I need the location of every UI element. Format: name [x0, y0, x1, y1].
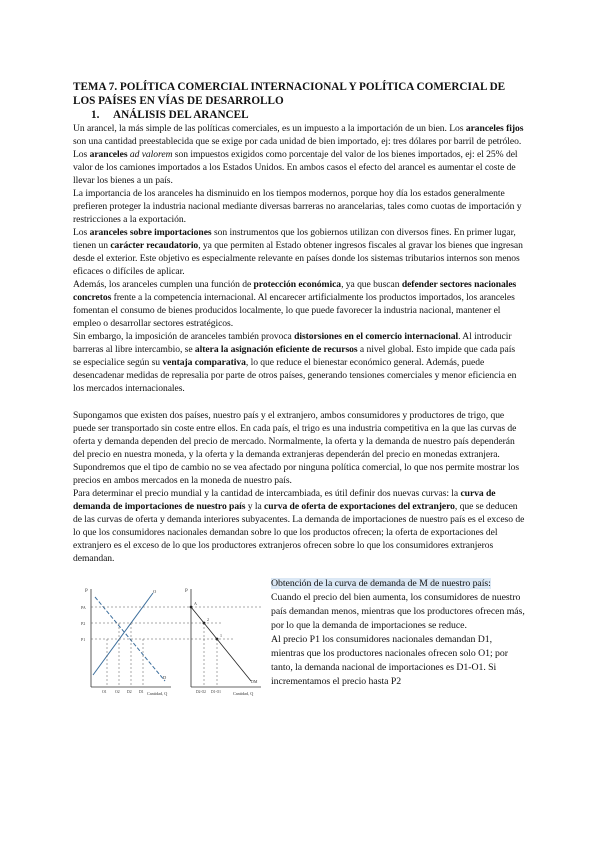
figure-explanation-heading: Obtención de la curva de demanda de M de nuestro país: [271, 578, 491, 589]
paragraph-curvas: Para determinar el precio mundial y la cantidad de intercambiada, es útil definir dos nuevas curvas: la curva de demanda de importaciones de nuestro país y la curva de oferta de exportaciones del extranjero, que se deducen de las curvas de oferta y demanda interiores subyacentes. La demanda de importaciones de nuestro país es el exceso de lo que los consumidores nacionales demandan sobre lo que los productos ofrecen; la oferta de exportaciones del extranjero es el exceso de lo que los productores extranjeros ofrecen sobre lo que los consumidores extranjeros demandan. [73, 488, 525, 564]
left-x-label: Cantidad, Q [147, 691, 168, 696]
supply-curve [93, 593, 153, 675]
import-demand-figure [73, 583, 263, 703]
paragraph-fines: Los aranceles sobre importaciones son instrumentos que los gobiernos utilizan con diversos fines. En primer lugar, tienen un carácter recaudatorio, ya que permiten al Estado obtener ingresos fiscales al gravar los bienes que ingresan desde el exterior. Este objetivo es especialmente relevante en países donde los sistemas tributarios internos son menos eficaces o difíciles de aplicar. [73, 227, 523, 277]
demand-curve [95, 597, 165, 681]
page-title: TEMA 7. POLÍTICA COMERCIAL INTERNACIONAL Y POLÍTICA COMERCIAL DE LOS PAÍSES EN VÍAS DE DESARROLLO [73, 81, 506, 107]
tick-d1-o1: D1-O1 [211, 690, 221, 694]
tick-o1: O1 [102, 690, 107, 694]
point-label-a: A [194, 601, 197, 606]
right-y-label: P [185, 589, 188, 594]
demand-label: D [163, 675, 167, 680]
section-number: 1. [91, 109, 100, 121]
point-a [190, 606, 193, 609]
section-heading [91, 108, 525, 122]
import-demand-curve [191, 607, 251, 681]
paragraph-arancel-definicion: Un arancel, la más simple de las políticas comerciales, es un impuesto a la importación de un bien. Los aranceles fijos son una cantidad preestablecida que se exige por cada unidad de bien importado, ej: tres dólares por barril de petróleo. Los aranceles ad valorem son impuestos exigidos como porcentaje del valor de los bienes importados, ej: el 25% del valor de los camiones importados a los Estados Unidos. En ambos casos el efecto del arancel es aumentar el coste de llevar los bienes a un país. [73, 123, 524, 186]
paragraph-gap [73, 395, 525, 409]
figure-explanation-p2: Al precio P1 los consumidores nacionales demandan D1, mientras que los productores nacionales ofrecen solo O1; por tanto, la demanda nacional de importaciones es D1-O1. Si incrementamos el precio hasta P2 [271, 634, 508, 687]
point-label-2: 2 [207, 617, 209, 622]
section-title: ANÁLISIS DEL ARANCEL [113, 109, 249, 121]
paragraph-distorsiones: Sin embargo, la imposición de aranceles también provoca distorsiones en el comercio internacional. Al introducir barreras al libre intercambio, se altera la asignación eficiente de recursos a nivel global. Esto impide que cada país se especialice según su ventaja comparativa, lo que reduce el bienestar económico general. Además, puede desencadenar medidas de represalia por parte de otros países, generando tensiones comerciales y menor eficiencia en los mercados internacionales. [73, 331, 517, 394]
paragraph-importancia: La importancia de los aranceles ha disminuido en los tiempos modernos, porque hoy día los estados generalmente prefieren proteger la industria nacional mediante diversas barreras no arancelarias, tales como cuotas de importación y restricciones a la exportación. [73, 188, 522, 225]
paragraph-proteccion: Además, los aranceles cumplen una función de protección económica, ya que buscan defender sectores nacionales concretos frente a la competencia internacional. Al encarecer artificialmente los productos importados, los aranceles fomentan el consumo de bienes producidos localmente, lo que puede favorecer la industria nacional, mantener el empleo o desarrollar sectores estratégicos. [73, 279, 517, 329]
price-label-p1: P1 [81, 637, 86, 642]
point-label-1: 1 [220, 633, 222, 638]
tick-d1: D1 [139, 690, 144, 694]
import-demand-label: DM [251, 679, 258, 684]
document-body [73, 80, 525, 717]
figure-explanation-p1: Cuando el precio del bien aumenta, los consumidores de nuestro país demandan menos, mientras que los productores ofrecen más, por lo que la demanda de importaciones se reduce. [271, 592, 525, 631]
right-x-label: Cantidad, Q [233, 691, 254, 696]
tick-d2-o2: D2-O2 [196, 690, 206, 694]
price-label-pa: PA [81, 605, 86, 610]
left-y-label: P [85, 589, 88, 594]
price-label-p2: P2 [81, 621, 86, 626]
tick-d2: D2 [127, 690, 132, 694]
figure-explanation [271, 577, 527, 689]
figure-section [73, 577, 525, 717]
supply-label: O [153, 589, 157, 594]
paragraph-supuesto: Supongamos que existen dos países, nuestro país y el extranjero, ambos consumidores y productores de trigo, que puede ser transportado sin coste entre ellos. En cada país, el trigo es una industria competitiva en la que las curvas de oferta y demanda dependen del precio de mercado. Normalmente, la oferta y la demanda de nuestro país dependerán del precio en nuestra moneda, y la oferta y la demanda extranjeras dependerán del precio en monedas extranjera. Supondremos que el tipo de cambio no se vea afectado por ninguna política comercial, lo que nos permite mostrar los precios en ambos mercados en la moneda de nuestro país. [73, 410, 520, 486]
tick-o2: O2 [115, 690, 120, 694]
